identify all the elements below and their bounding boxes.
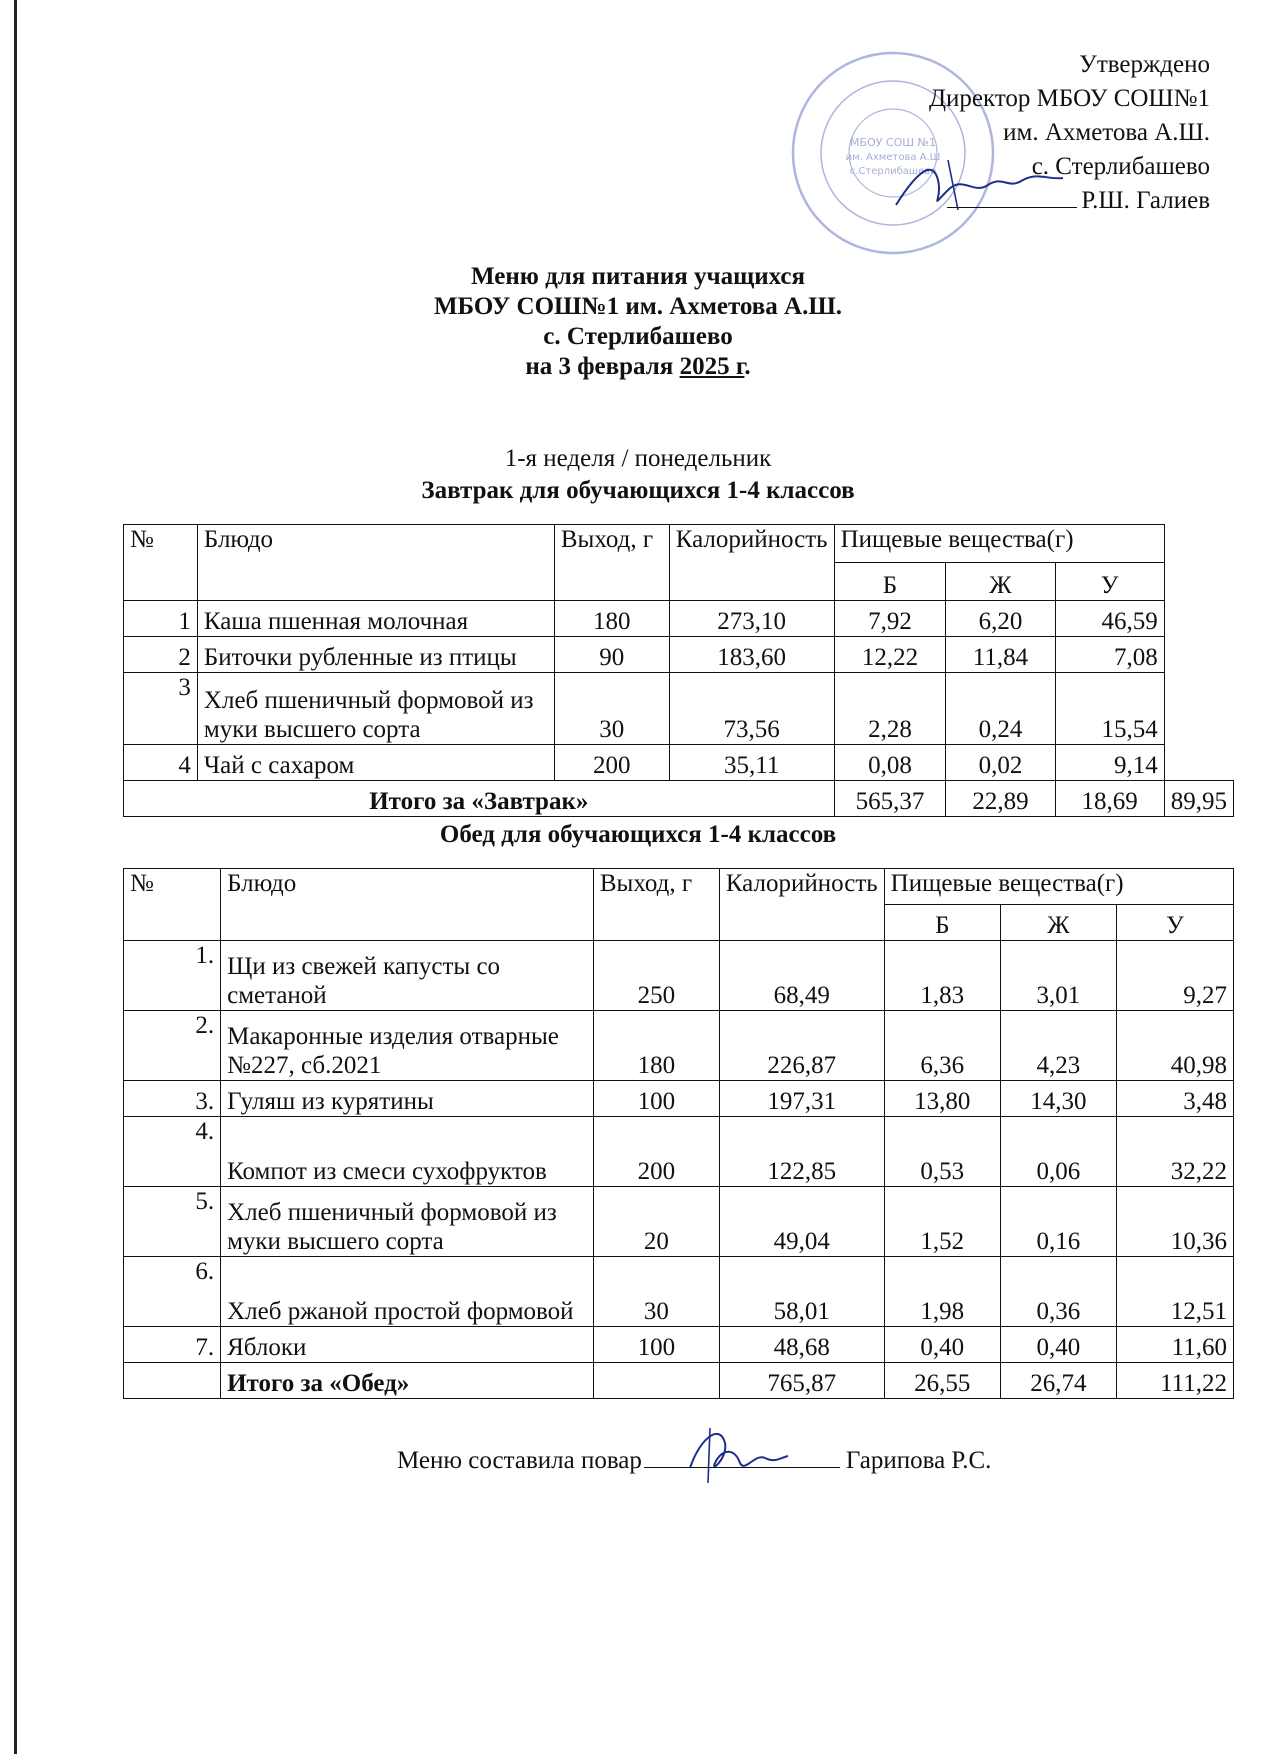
approval-line: Утверждено [1079,51,1210,78]
table-row [124,941,1234,1011]
page-title [0,262,1276,382]
total-protein: 22,89 [946,781,1055,817]
table-row [124,601,1234,637]
total-no-empty [124,1363,221,1399]
row-dish: Хлеб ржаной простой формовой [221,1257,594,1327]
row-carb: 9,14 [1055,745,1164,781]
footer-prefix: Меню составила повар [397,1447,642,1474]
approval-signer: Р.Ш. Галиев [1081,187,1210,214]
row-carb: 46,59 [1055,601,1164,637]
title-date-prefix: на 3 февраля [525,353,674,380]
lunch-table [123,868,1234,1399]
table-row [124,637,1234,673]
table-row [124,1257,1234,1327]
title-date-year: 2025 г [679,353,745,380]
row-no: 7. [124,1327,221,1363]
title-date-suffix: . [744,353,751,380]
row-yield: 30 [593,1257,719,1327]
row-fat: 0,40 [1000,1327,1116,1363]
col-header-dish: Блюдо [197,525,554,601]
col-header-carb: У [1117,905,1234,941]
row-kcal: 122,85 [719,1117,884,1187]
row-fat: 4,23 [1000,1011,1116,1081]
row-carb: 11,60 [1117,1327,1234,1363]
total-label: Итого за «Обед» [221,1363,594,1399]
total-fat: 26,74 [1000,1363,1116,1399]
row-yield: 180 [554,601,669,637]
row-kcal: 73,56 [669,673,834,745]
footer-name: Гарипова Р.С. [845,1447,992,1474]
total-label: Итого за «Завтрак» [124,781,835,817]
table-row [124,1011,1234,1081]
row-protein: 12,22 [834,637,946,673]
row-no: 1. [124,941,221,1011]
col-header-yield: Выход, г [593,869,719,941]
row-dish: Макаронные изделия отварные №227, сб.2021 [221,1011,594,1081]
row-protein: 0,08 [834,745,946,781]
row-no: 2. [124,1011,221,1081]
row-fat: 6,20 [946,601,1055,637]
col-header-no: № [124,525,198,601]
row-carb: 10,36 [1117,1187,1234,1257]
row-carb: 9,27 [1117,941,1234,1011]
week-label: 1-я неделя / понедельник [504,445,772,472]
col-header-fat: Ж [1000,905,1116,941]
total-fat: 18,69 [1055,781,1164,817]
row-yield: 20 [593,1187,719,1257]
row-protein: 1,52 [884,1187,1000,1257]
row-yield: 100 [593,1327,719,1363]
row-yield: 30 [554,673,669,745]
row-kcal: 35,11 [669,745,834,781]
col-header-kcal: Калорийность [669,525,834,601]
row-fat: 0,02 [946,745,1055,781]
row-fat: 0,06 [1000,1117,1116,1187]
row-carb: 12,51 [1117,1257,1234,1327]
table-row [124,1187,1234,1257]
approval-line: с. Стерлибашево [1031,153,1210,180]
row-fat: 0,24 [946,673,1055,745]
row-protein: 13,80 [884,1081,1000,1117]
col-header-fat: Ж [946,563,1055,601]
row-fat: 11,84 [946,637,1055,673]
row-kcal: 48,68 [719,1327,884,1363]
row-protein: 7,92 [834,601,946,637]
col-header-carb: У [1055,563,1164,601]
row-fat: 14,30 [1000,1081,1116,1117]
table-row [124,745,1234,781]
row-yield: 100 [593,1081,719,1117]
col-header-nutrients: Пищевые вещества(г) [834,525,1164,563]
table-row [124,1117,1234,1187]
row-no: 2 [124,637,198,673]
row-kcal: 49,04 [719,1187,884,1257]
row-yield: 180 [593,1011,719,1081]
approval-signer-line [929,184,1210,218]
row-yield: 200 [593,1117,719,1187]
row-kcal: 226,87 [719,1011,884,1081]
row-no: 3 [124,673,198,745]
row-carb: 32,22 [1117,1117,1234,1187]
row-dish: Щи из свежей капусты со сметаной [221,941,594,1011]
row-protein: 1,83 [884,941,1000,1011]
row-no: 5. [124,1187,221,1257]
total-protein: 26,55 [884,1363,1000,1399]
row-dish: Каша пшенная молочная [197,601,554,637]
row-dish: Гуляш из курятины [221,1081,594,1117]
signature-line [947,187,1077,208]
row-protein: 6,36 [884,1011,1000,1081]
title-line: с. Стерлибашево [543,323,733,350]
total-kcal: 765,87 [719,1363,884,1399]
col-header-protein: Б [884,905,1000,941]
row-dish: Чай с сахаром [197,745,554,781]
approval-line: Директор МБОУ СОШ№1 [928,85,1210,112]
row-no: 4 [124,745,198,781]
row-no: 4. [124,1117,221,1187]
row-dish: Хлеб пшеничный формовой из муки высшего сорта [221,1187,594,1257]
total-carb: 111,22 [1117,1363,1234,1399]
total-carb: 89,95 [1164,781,1233,817]
svg-text:им. Ахметова А.Ш: им. Ахметова А.Ш [845,152,941,163]
lunch-heading: Обед для обучающихся 1-4 классов [439,821,837,848]
table-row [124,673,1234,745]
row-no: 6. [124,1257,221,1327]
row-kcal: 58,01 [719,1257,884,1327]
col-header-no: № [124,869,221,941]
row-fat: 0,16 [1000,1187,1116,1257]
row-kcal: 273,10 [669,601,834,637]
title-line: Меню для питания учащихся [470,263,806,290]
total-row [124,1363,1234,1399]
signature-line [644,1445,840,1468]
title-line: МБОУ СОШ№1 им. Ахметова А.Ш. [433,293,843,320]
row-kcal: 68,49 [719,941,884,1011]
row-carb: 40,98 [1117,1011,1234,1081]
row-dish: Яблоки [221,1327,594,1363]
total-kcal: 565,37 [834,781,946,817]
row-no: 1 [124,601,198,637]
breakfast-table [123,524,1234,817]
col-header-dish: Блюдо [221,869,594,941]
row-no: 3. [124,1081,221,1117]
row-fat: 0,36 [1000,1257,1116,1327]
table-row [124,1081,1234,1117]
approval-line: им. Ахметова А.Ш. [1003,119,1210,146]
row-fat: 3,01 [1000,941,1116,1011]
total-row [124,781,1234,817]
table-row [124,1327,1234,1363]
row-dish: Компот из смеси сухофруктов [221,1117,594,1187]
total-yield-empty [593,1363,719,1399]
col-header-yield: Выход, г [554,525,669,601]
breakfast-heading: Завтрак для обучающихся 1-4 классов [421,477,855,504]
col-header-protein: Б [834,563,946,601]
row-dish: Хлеб пшеничный формовой из муки высшего сорта [197,673,554,745]
row-yield: 90 [554,637,669,673]
row-carb: 3,48 [1117,1081,1234,1117]
footer [397,1445,991,1475]
svg-text:с.Стерлибашево: с.Стерлибашево [849,166,937,177]
col-header-kcal: Калорийность [719,869,884,941]
title-date [0,352,1276,382]
approval-block [929,48,1210,218]
row-dish: Биточки рубленные из птицы [197,637,554,673]
row-protein: 1,98 [884,1257,1000,1327]
row-protein: 0,53 [884,1117,1000,1187]
row-yield: 250 [593,941,719,1011]
row-kcal: 183,60 [669,637,834,673]
row-protein: 2,28 [834,673,946,745]
col-header-nutrients: Пищевые вещества(г) [884,869,1233,905]
svg-text:МБОУ СОШ №1: МБОУ СОШ №1 [850,136,936,149]
row-kcal: 197,31 [719,1081,884,1117]
row-yield: 200 [554,745,669,781]
row-carb: 15,54 [1055,673,1164,745]
row-carb: 7,08 [1055,637,1164,673]
row-protein: 0,40 [884,1327,1000,1363]
